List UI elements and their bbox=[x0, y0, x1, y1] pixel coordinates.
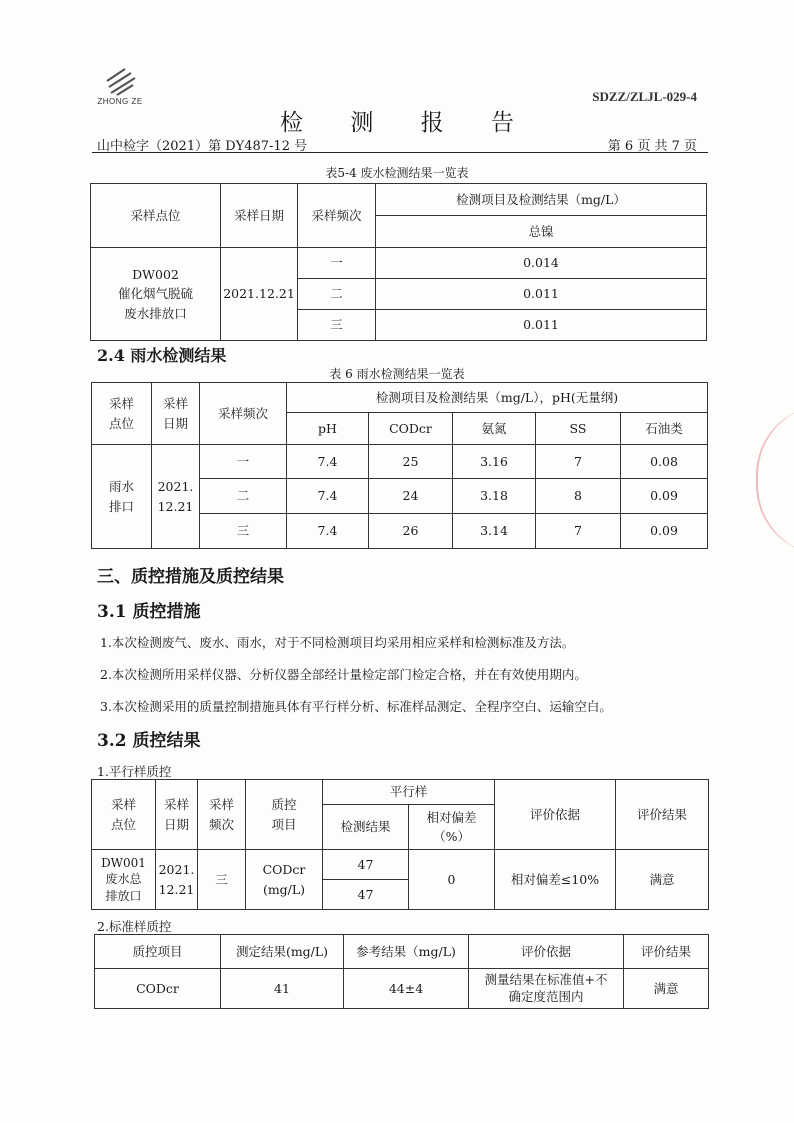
parallel-qc-label: 1.平行样质控 bbox=[97, 764, 172, 779]
sample-date-cell: 2021.12.21 bbox=[221, 248, 298, 341]
measured-cell: 41 bbox=[221, 969, 344, 1009]
value-cell: 0.09 bbox=[621, 514, 708, 549]
frequency-cell: 一 bbox=[298, 248, 376, 279]
standard-qc-label: 2.标准样质控 bbox=[97, 919, 172, 934]
frequency-cell: 一 bbox=[200, 445, 287, 479]
header-sample-point: 采样 点位 bbox=[92, 780, 156, 850]
value-cell: 26 bbox=[369, 514, 453, 549]
qc-measure-2: 2.本次检测所用采样仪器、分析仪器全部经计量检定部门检定合格，并在有效使用期内。 bbox=[100, 667, 587, 682]
frequency-cell: 三 bbox=[200, 514, 287, 549]
sample-point-cell: 雨水 排口 bbox=[92, 445, 152, 549]
header-evaluation-basis: 评价依据 bbox=[495, 780, 616, 850]
qc-measure-3: 3.本次检测采用的质量控制措施具体有平行样分析、标准样品测定、全程序空白、运输空白。 bbox=[100, 699, 612, 714]
header-evaluation-result: 评价结果 bbox=[616, 780, 709, 850]
sample-date-cell: 2021. 12.21 bbox=[156, 850, 198, 910]
reference-cell: 44±4 bbox=[344, 969, 469, 1009]
header-evaluation-result: 评价结果 bbox=[624, 935, 709, 969]
col-petroleum: 石油类 bbox=[621, 413, 708, 445]
header-parallel-sample: 平行样 bbox=[323, 780, 495, 805]
official-stamp bbox=[756, 405, 794, 555]
frequency-cell: 三 bbox=[198, 850, 246, 910]
deviation-cell: 0 bbox=[409, 850, 495, 910]
header-qc-item: 质控 项目 bbox=[246, 780, 323, 850]
sample-point-cell bbox=[91, 248, 221, 341]
header-evaluation-basis: 评价依据 bbox=[469, 935, 624, 969]
header-rule bbox=[92, 152, 708, 153]
section-3-2-heading: 3.2 质控结果 bbox=[97, 731, 201, 751]
header-relative-deviation: 相对偏差 （%） bbox=[409, 805, 495, 850]
nickel-value-cell: 0.011 bbox=[376, 279, 707, 310]
header-sample-date: 采样 日期 bbox=[156, 780, 198, 850]
value-cell: 8 bbox=[536, 479, 621, 514]
logo-text: ZHONG ZE bbox=[97, 97, 143, 106]
sample-date-cell: 2021. 12.21 bbox=[152, 445, 200, 549]
nickel-value-cell: 0.014 bbox=[376, 248, 707, 279]
frequency-cell: 三 bbox=[298, 310, 376, 341]
header-sample-date: 采样 日期 bbox=[152, 383, 200, 445]
parallel-sample-table bbox=[91, 779, 709, 910]
header-measured-result: 测定结果(mg/L) bbox=[221, 935, 344, 969]
header-test-items: 检测项目及检测结果（mg/L），pH(无量纲) bbox=[287, 383, 708, 413]
section-3-heading: 三、质控措施及质控结果 bbox=[97, 567, 284, 587]
value-cell: 0.09 bbox=[621, 479, 708, 514]
qc-item-cell bbox=[246, 850, 323, 910]
result-cell: 47 bbox=[323, 850, 409, 880]
table5-4-caption: 表5-4 废水检测结果一览表 bbox=[325, 166, 469, 180]
report-reference: 山中检字（2021）第 DY487-12 号 bbox=[97, 139, 308, 154]
table5-4 bbox=[90, 183, 707, 341]
point-line-2: 催化烟气脱硫 bbox=[117, 286, 193, 302]
document-code: SDZZ/ZLJL-029-4 bbox=[592, 89, 697, 104]
section-3-1-heading: 3.1 质控措施 bbox=[97, 602, 201, 622]
frequency-cell: 二 bbox=[200, 479, 287, 514]
value-cell: 7 bbox=[536, 514, 621, 549]
qc-item-unit: (mg/L) bbox=[262, 881, 306, 897]
value-cell: 3.16 bbox=[453, 445, 536, 479]
header-reference-result: 参考结果（mg/L) bbox=[344, 935, 469, 969]
header-sample-frequency: 采样频次 bbox=[200, 383, 287, 445]
evaluation-cell: 满意 bbox=[616, 850, 709, 910]
nickel-value-cell: 0.011 bbox=[376, 310, 707, 341]
header-sample-frequency: 采样频次 bbox=[298, 184, 376, 248]
col-codcr: CODcr bbox=[369, 413, 453, 445]
standard-sample-table bbox=[94, 934, 709, 1009]
value-cell: 0.08 bbox=[621, 445, 708, 479]
qc-item-name: CODcr bbox=[262, 862, 306, 878]
header-sample-point: 采样点位 bbox=[91, 184, 221, 248]
table6-caption: 表 6 雨水检测结果一览表 bbox=[329, 367, 465, 381]
basis-cell: 相对偏差≤10% bbox=[495, 850, 616, 910]
header-test-items: 检测项目及检测结果（mg/L） bbox=[376, 184, 707, 216]
header-sample-frequency: 采样 频次 bbox=[198, 780, 246, 850]
value-cell: 25 bbox=[369, 445, 453, 479]
header-sample-date: 采样日期 bbox=[221, 184, 298, 248]
page-info: 第 6 页 共 7 页 bbox=[607, 139, 697, 154]
evaluation-cell: 满意 bbox=[624, 969, 709, 1009]
qc-item-cell: CODcr bbox=[95, 969, 221, 1009]
point-line-3: 废水排放口 bbox=[124, 305, 187, 321]
section-2-4-heading: 2.4 雨水检测结果 bbox=[97, 346, 227, 365]
table6-rainwater bbox=[91, 382, 708, 549]
result-cell: 47 bbox=[323, 880, 409, 910]
header-qc-item: 质控项目 bbox=[95, 935, 221, 969]
report-title: 检 测 报 告 bbox=[280, 110, 534, 136]
point-line-1: DW002 bbox=[132, 266, 179, 282]
sample-point-cell: DW001 废水总 排放口 bbox=[92, 850, 156, 910]
value-cell: 7 bbox=[536, 445, 621, 479]
header-sample-point: 采样 点位 bbox=[92, 383, 152, 445]
col-ss: SS bbox=[536, 413, 621, 445]
col-ammonia: 氨氮 bbox=[453, 413, 536, 445]
value-cell: 7.4 bbox=[287, 514, 369, 549]
col-ph: pH bbox=[287, 413, 369, 445]
qc-measure-1: 1.本次检测废气、废水、雨水，对于不同检测项目均采用相应采样和检测标准及方法。 bbox=[100, 635, 575, 650]
header-test-result: 检测结果 bbox=[323, 805, 409, 850]
value-cell: 3.14 bbox=[453, 514, 536, 549]
value-cell: 7.4 bbox=[287, 479, 369, 514]
basis-cell: 测量结果在标准值+不 确定度范围内 bbox=[469, 969, 624, 1009]
frequency-cell: 二 bbox=[298, 279, 376, 310]
header-total-nickel: 总镍 bbox=[376, 216, 707, 248]
value-cell: 24 bbox=[369, 479, 453, 514]
value-cell: 7.4 bbox=[287, 445, 369, 479]
value-cell: 3.18 bbox=[453, 479, 536, 514]
